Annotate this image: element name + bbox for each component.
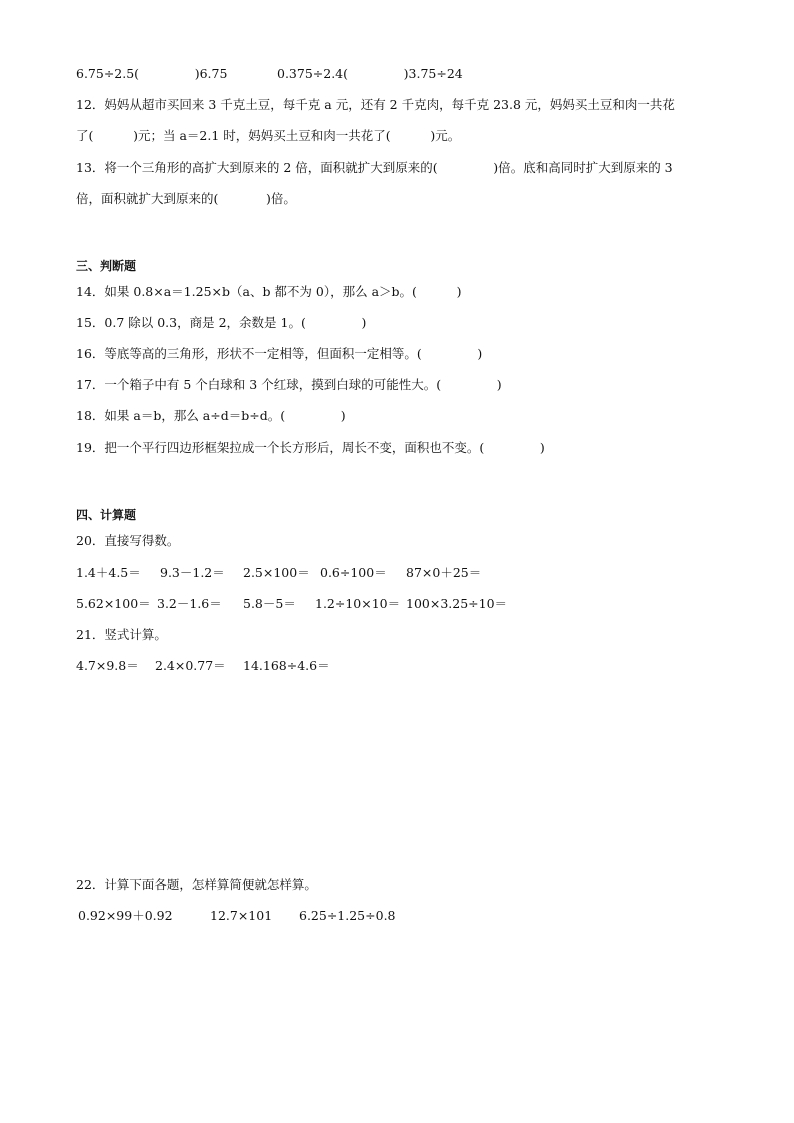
- q22-item-2: 12.7×101: [210, 908, 273, 923]
- question-17: 17．一个箱子中有 5 个白球和 3 个红球，摸到白球的可能性大。( ): [76, 377, 502, 392]
- compare-item-b: 0.375÷2.4( )3.75÷24: [277, 66, 463, 81]
- question-19: 19．把一个平行四边形框架拉成一个长方形后，周长不变，面积也不变。( ): [76, 440, 545, 455]
- q20-row1-item-2: 9.3－1.2＝: [160, 565, 225, 580]
- q20-row2-item-2: 3.2－1.6＝: [157, 596, 222, 611]
- compare-item-a: 6.75÷2.5( )6.75: [76, 66, 228, 81]
- q21-item-2: 2.4×0.77＝: [155, 658, 226, 673]
- question-15: 15．0.7 除以 0.3，商是 2，余数是 1。( ): [76, 315, 367, 330]
- question-14: 14．如果 0.8×a＝1.25×b（a、b 都不为 0），那么 a＞b。( ): [76, 284, 462, 299]
- question-20-title: 20．直接写得数。: [76, 533, 180, 548]
- q20-row1-item-5: 87×0＋25＝: [406, 565, 482, 580]
- q20-row1-item-3: 2.5×100＝: [243, 565, 310, 580]
- question-18: 18．如果 a＝b，那么 a÷d＝b÷d。( ): [76, 408, 346, 423]
- q20-row2-item-1: 5.62×100＝: [76, 596, 151, 611]
- q22-item-1: 0.92×99＋0.92: [78, 908, 173, 923]
- question-22-title: 22．计算下面各题，怎样算简便就怎样算。: [76, 877, 317, 892]
- q22-item-3: 6.25÷1.25÷0.8: [299, 908, 396, 923]
- question-13-line-2: 倍，面积就扩大到原来的( )倍。: [76, 191, 296, 206]
- q20-row2-item-3: 5.8－5＝: [243, 596, 296, 611]
- question-12-line-2: 了( )元；当 a＝2.1 时，妈妈买土豆和肉一共花了( )元。: [76, 128, 461, 143]
- q20-row1-item-1: 1.4＋4.5＝: [76, 565, 141, 580]
- q21-item-3: 14.168÷4.6＝: [243, 658, 330, 673]
- section-title-judge: 三、判断题: [76, 259, 137, 273]
- q20-row1-item-4: 0.6÷100＝: [320, 565, 387, 580]
- question-21-title: 21．竖式计算。: [76, 627, 167, 642]
- q21-item-1: 4.7×9.8＝: [76, 658, 139, 673]
- q20-row2-item-5: 100×3.25÷10＝: [406, 596, 508, 611]
- question-12-line-1: 12．妈妈从超市买回来 3 千克土豆，每千克 a 元，还有 2 千克肉，每千克 23.8 元，妈妈买土豆和肉一共花: [76, 97, 675, 112]
- section-title-calc: 四、计算题: [76, 508, 137, 522]
- q20-row2-item-4: 1.2÷10×10＝: [315, 596, 401, 611]
- question-13-line-1: 13．将一个三角形的高扩大到原来的 2 倍，面积就扩大到原来的( )倍。底和高同时扩大到原来的 3: [76, 160, 673, 175]
- question-16: 16．等底等高的三角形，形状不一定相等，但面积一定相等。( ): [76, 346, 483, 361]
